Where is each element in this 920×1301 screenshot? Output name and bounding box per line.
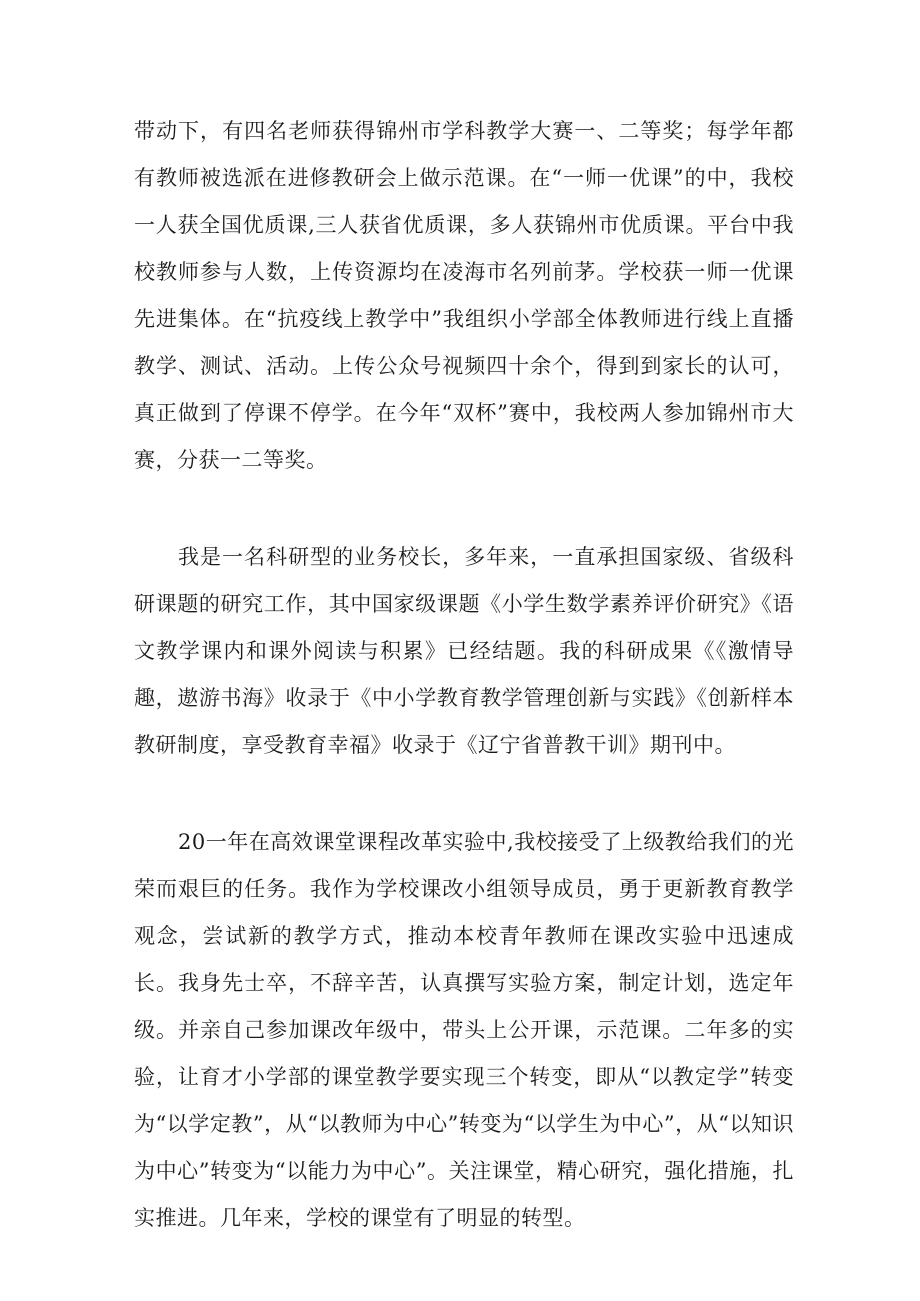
paragraph-research: 我是一名科研型的业务校长，多年来，一直承担国家级、省级科研课题的研究工作，其中国家级课题《小学生数学素养评价研究》《语文教学课内和课外阅读与积累》已经结题。我的科研成果《《激情导趣，遨游书海》收录于《中小学教育教学管理创新与实践》《创新样本教研制度，享受教育幸福》收录于《辽宁省普教干训》期刊中。	[134, 545, 794, 757]
document-body	[134, 108, 794, 1242]
paragraph-curriculum-reform: 20一年在高效课堂课程改革实验中,我校接受了上级教给我们的光荣而艰巨的任务。我作为学校课改小组领导成员，勇于更新教育教学观念，尝试新的教学方式，推动本校青年教师在课改实验中迅速成长。我身先士卒，不辞辛苦，认真撰写实验方案，制定计划，选定年级。并亲自己参加课改年级中，带头上公开课，示范课。二年多的实验，让育才小学部的课堂教学要实现三个转变，即从“以教定学”转变为“以学定教”，从“以教师为中心”转变为“以学生为中心”，从“以知识为中心”转变为“以能力为中心”。关注课堂，精心研究，强化措施，扎实推进。几年来，学校的课堂有了明显的转型。	[134, 830, 794, 1230]
paragraph-continuation: 带动下，有四名老师获得锦州市学科教学大赛一、二等奖；每学年都有教师被选派在进修教研会上做示范课。在“一师一优课”的中，我校一人获全国优质课,三人获省优质课，多人获锦州市优质课。平台中我校教师参与人数，上传资源均在凌海市名列前茅。学校获一师一优课先进集体。在“抗疫线上教学中”我组织小学部全体教师进行线上直播教学、测试、活动。上传公众号视频四十余个，得到到家长的认可，真正做到了停课不停学。在今年“双杯”赛中，我校两人参加锦州市大赛，分获一二等奖。	[134, 119, 794, 472]
